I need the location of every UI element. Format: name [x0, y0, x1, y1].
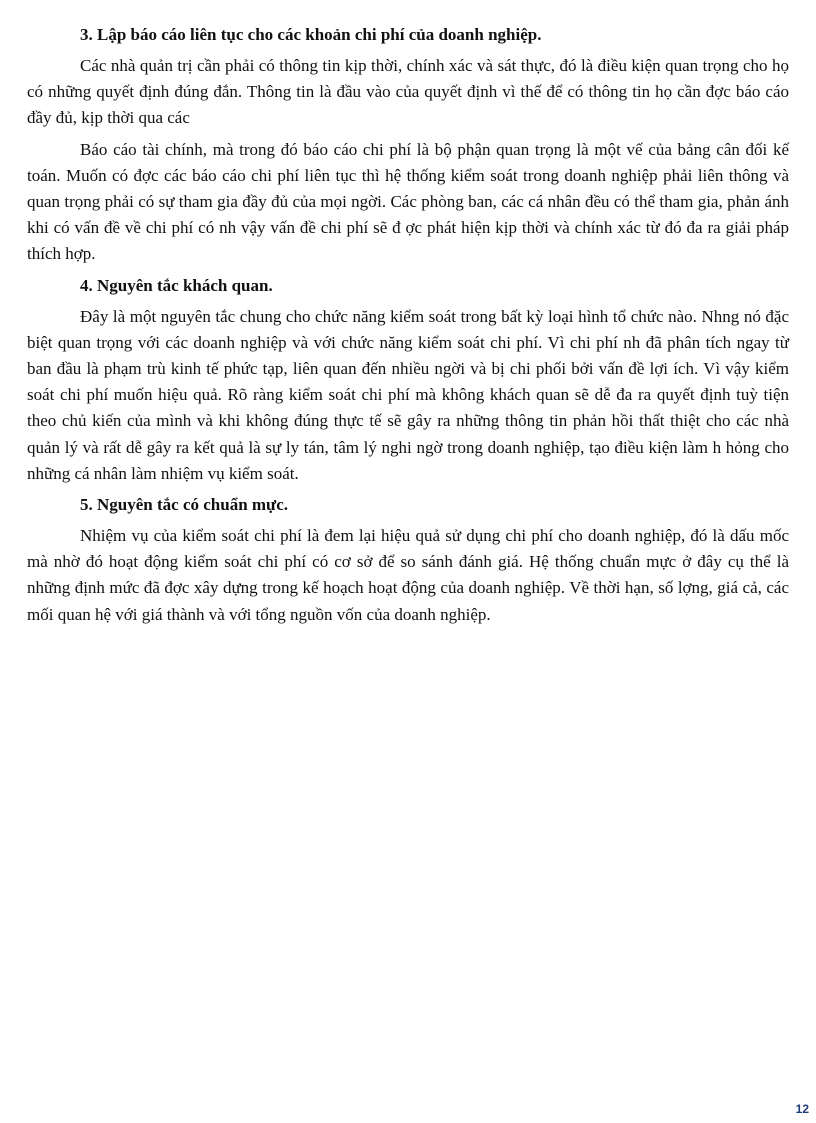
section-4-heading: 4. Nguyên tắc khách quan.	[80, 275, 273, 295]
section-3-paragraph-1: Các nhà quản trị cần phải có thông tin kịp thời, chính xác và sát thực, đó là điều kiện quan trọng cho họ có những quyết định đúng đắn. Thông tin là đầu vào của quyết định vì thế để có thông tin họ cần đợc báo cáo đầy đủ, kịp thời qua các	[27, 56, 789, 128]
section-3-heading: 3. Lập báo cáo liên tục cho các khoản chi phí của doanh nghiệp.	[80, 25, 542, 44]
section-5-paragraph-1: Nhiệm vụ của kiểm soát chi phí là đem lại hiệu quả sử dụng chi phí cho doanh nghiệp, đó là dấu mốc mà nhờ đó hoạt động kiểm soát chi phí có cơ sở để so sánh đánh giá. Hệ thống chuẩn mực ở đây cụ thể là những định mức đã đợc xây dựng trong kế hoạch hoạt động của doanh nghiệp. Về thời hạn, số lợng, giá cả, các mối quan hệ với giá thành và với tổng nguồn vốn của doanh nghiệp.	[27, 526, 789, 624]
document-page	[27, 22, 789, 633]
section-5-heading: 5. Nguyên tắc có chuẩn mực.	[80, 495, 289, 515]
section-4-paragraph-1: Đây là một nguyên tắc chung cho chức năng kiểm soát trong bất kỳ loại hình tổ chức nào. Nhng nó đặc biệt quan trọng với các doanh nghiệp và với chức năng kiểm soát chi phí. Vì chi phí nh đã phân tích ngay từ ban đầu là phạm trù kinh tế phức tạp, liên quan đến nhiều ngời và bị chi phối bởi vấn đề lợi ích. Vì vậy kiểm soát chi phí muốn hiệu quả. Rõ ràng kiểm soát chi phí mà không khách quan sẽ dễ đa ra quyết định tuỳ tiện theo chủ kiến của mình và khi không đúng thực tế sẽ gây ra những thông tin phản hồi thất thiệt cho các nhà quản lý và rất dễ gây ra kết quả là sự ly tán, tâm lý nghi ngờ trong doanh nghiệp, tạo điều kiện làm h hỏng cho những cá nhân làm nhiệm vụ kiểm soát.	[27, 306, 789, 483]
section-3-paragraph-2: Báo cáo tài chính, mà trong đó báo cáo chi phí là bộ phận quan trọng là một vế của bảng cân đối kế toán. Muốn có đợc các báo cáo chi phí liên tục thì hệ thống kiểm soát trong doanh nghiệp phải liên thông và quan trọng phải có sự tham gia đầy đủ của mọi ngời. Các phòng ban, các cá nhân đều có thể tham gia, phản ánh khi có vấn đề về chi phí có nh vậy vấn đề chi phí sẽ đ ợc phát hiện kịp thời và chính xác từ đó đa ra giải pháp thích hợp.	[27, 139, 789, 264]
page-number: 12	[795, 1102, 809, 1116]
